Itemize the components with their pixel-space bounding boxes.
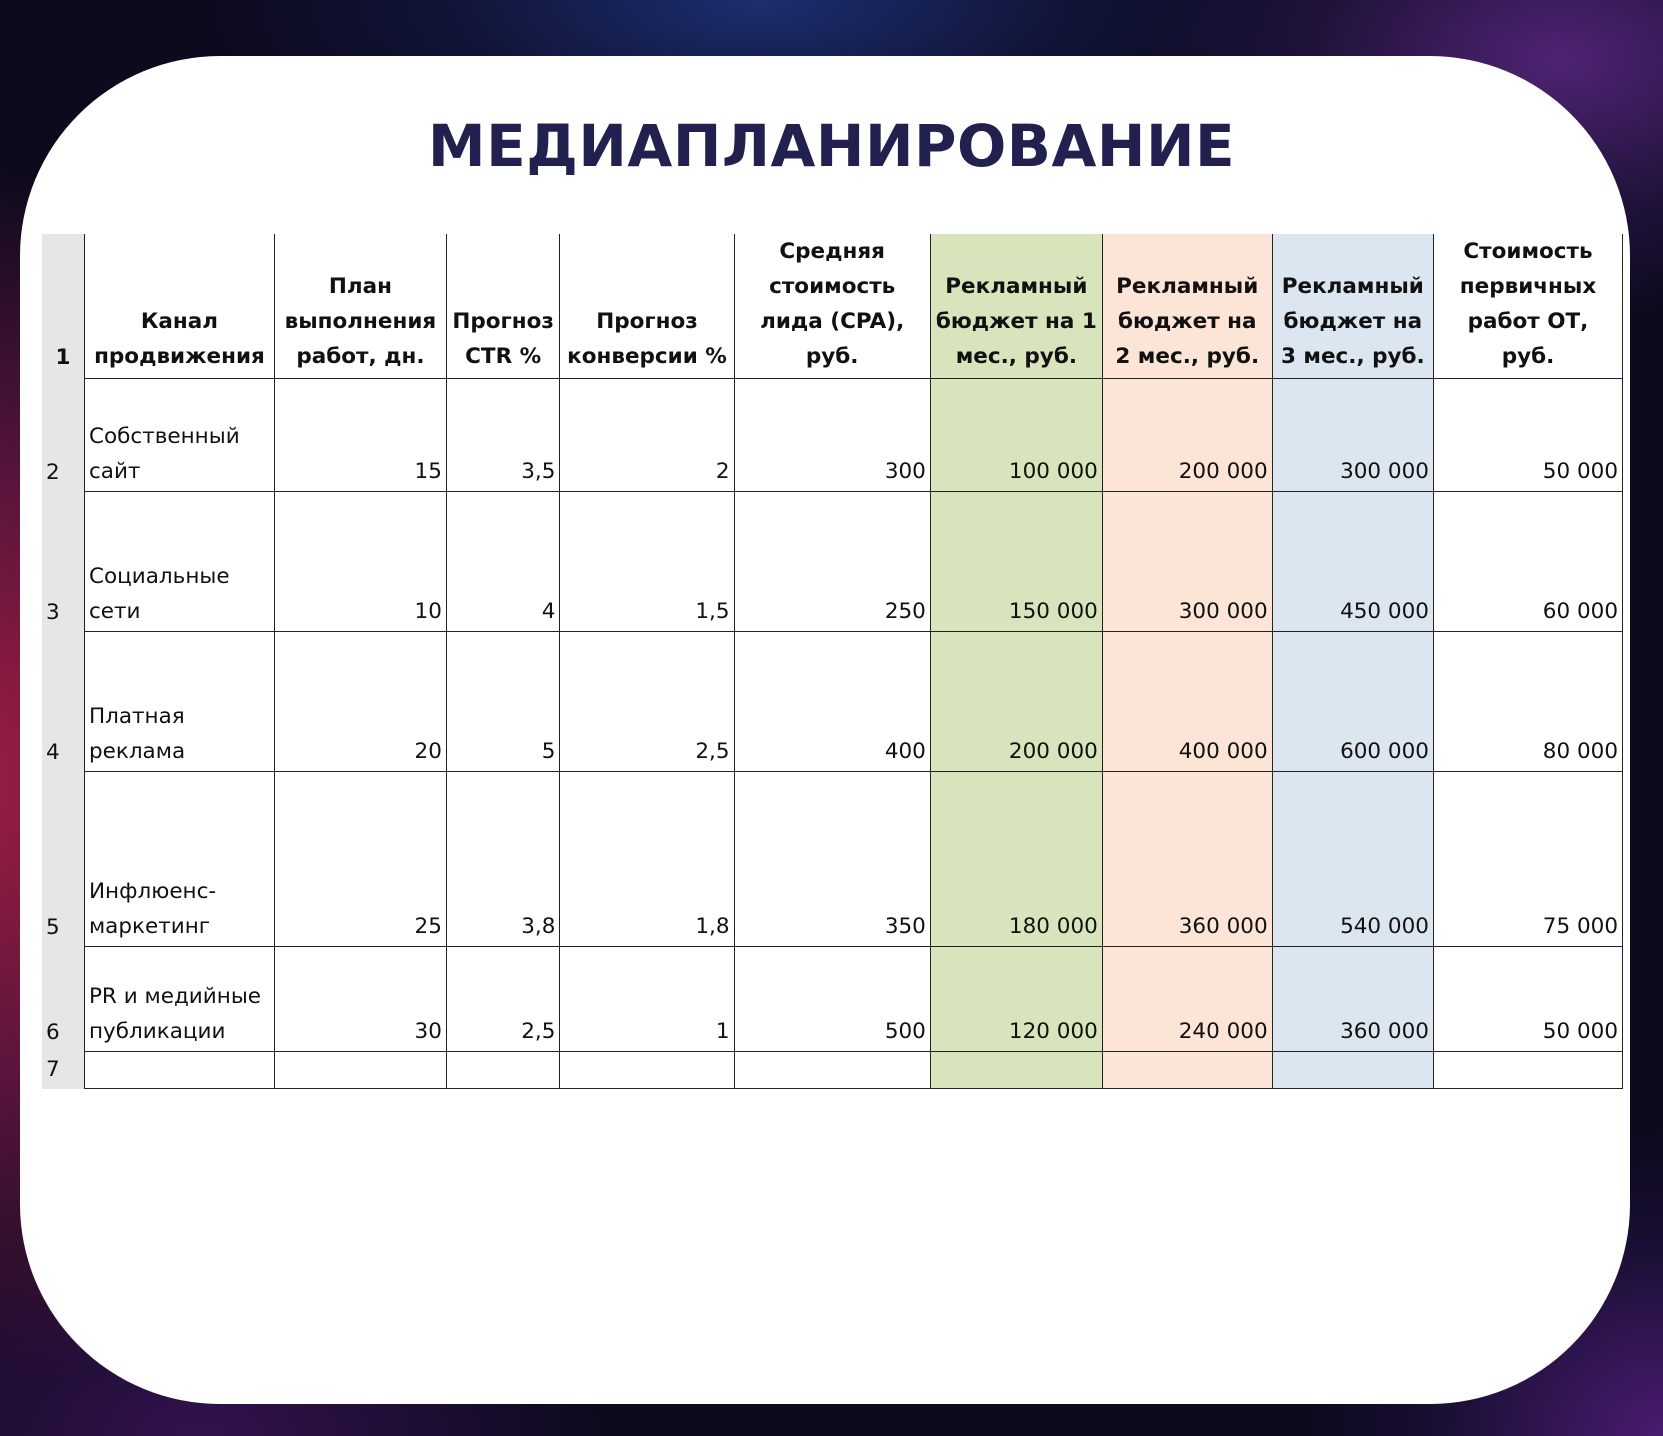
media-plan-table xyxy=(42,234,1623,1089)
initial-cost-cell: 80 000 xyxy=(1433,632,1622,772)
empty-cell xyxy=(84,1052,274,1089)
channel-cell: PR и медийные публикации xyxy=(84,947,274,1052)
ctr-cell: 5 xyxy=(446,632,560,772)
budget-2-cell: 300 000 xyxy=(1102,492,1272,632)
header-ctr: Прогноз CTR % xyxy=(446,234,560,379)
budget-1-cell: 100 000 xyxy=(930,379,1102,492)
days-cell: 30 xyxy=(274,947,446,1052)
ctr-cell: 3,8 xyxy=(446,772,560,947)
header-row xyxy=(42,234,1623,379)
channel-cell: Собственный сайт xyxy=(84,379,274,492)
table-row xyxy=(42,379,1623,492)
header-budget-1: Рекламный бюджет на 1 мес., руб. xyxy=(930,234,1102,379)
row-number: 3 xyxy=(42,492,84,632)
channel-cell: Платная реклама xyxy=(84,632,274,772)
budget-3-cell: 540 000 xyxy=(1272,772,1433,947)
conversion-cell: 2 xyxy=(560,379,734,492)
empty-cell xyxy=(274,1052,446,1089)
cpa-cell: 400 xyxy=(734,632,930,772)
table-row-empty xyxy=(42,1052,1623,1089)
conversion-cell: 1,8 xyxy=(560,772,734,947)
table-row xyxy=(42,772,1623,947)
table-row xyxy=(42,632,1623,772)
cpa-cell: 250 xyxy=(734,492,930,632)
table-row xyxy=(42,492,1623,632)
days-cell: 15 xyxy=(274,379,446,492)
initial-cost-cell: 50 000 xyxy=(1433,379,1622,492)
row-number: 2 xyxy=(42,379,84,492)
budget-3-cell: 600 000 xyxy=(1272,632,1433,772)
budget-1-cell: 200 000 xyxy=(930,632,1102,772)
initial-cost-cell: 75 000 xyxy=(1433,772,1622,947)
budget-2-cell: 200 000 xyxy=(1102,379,1272,492)
budget-3-cell: 450 000 xyxy=(1272,492,1433,632)
budget-1-cell: 180 000 xyxy=(930,772,1102,947)
empty-cell xyxy=(560,1052,734,1089)
conversion-cell: 1 xyxy=(560,947,734,1052)
ctr-cell: 4 xyxy=(446,492,560,632)
page-title: МЕДИАПЛАНИРОВАНИЕ xyxy=(427,112,1236,180)
days-cell: 10 xyxy=(274,492,446,632)
header-days: План выполнения работ, дн. xyxy=(274,234,446,379)
budget-3-cell: 360 000 xyxy=(1272,947,1433,1052)
budget-1-cell: 150 000 xyxy=(930,492,1102,632)
initial-cost-cell: 50 000 xyxy=(1433,947,1622,1052)
empty-cell xyxy=(1102,1052,1272,1089)
ctr-cell: 3,5 xyxy=(446,379,560,492)
header-cpa: Средняя стоимость лида (CPA), руб. xyxy=(734,234,930,379)
empty-cell xyxy=(446,1052,560,1089)
conversion-cell: 2,5 xyxy=(560,632,734,772)
row-number: 5 xyxy=(42,772,84,947)
header-channel: Канал продвижения xyxy=(84,234,274,379)
row-number: 1 xyxy=(42,234,84,379)
header-budget-2: Рекламный бюджет на 2 мес., руб. xyxy=(1102,234,1272,379)
channel-cell: Инфлюенс-маркетинг xyxy=(84,772,274,947)
budget-3-cell: 300 000 xyxy=(1272,379,1433,492)
cpa-cell: 300 xyxy=(734,379,930,492)
channel-cell: Социальные сети xyxy=(84,492,274,632)
empty-cell xyxy=(1272,1052,1433,1089)
header-initial-cost: Стоимость первичных работ ОТ, руб. xyxy=(1433,234,1622,379)
header-budget-3: Рекламный бюджет на 3 мес., руб. xyxy=(1272,234,1433,379)
budget-2-cell: 240 000 xyxy=(1102,947,1272,1052)
ctr-cell: 2,5 xyxy=(446,947,560,1052)
row-number: 7 xyxy=(42,1052,84,1089)
header-conversion: Прогноз конверсии % xyxy=(560,234,734,379)
days-cell: 25 xyxy=(274,772,446,947)
initial-cost-cell: 60 000 xyxy=(1433,492,1622,632)
empty-cell xyxy=(734,1052,930,1089)
table-row xyxy=(42,947,1623,1052)
budget-1-cell: 120 000 xyxy=(930,947,1102,1052)
row-number: 4 xyxy=(42,632,84,772)
empty-cell xyxy=(930,1052,1102,1089)
budget-2-cell: 400 000 xyxy=(1102,632,1272,772)
days-cell: 20 xyxy=(274,632,446,772)
budget-2-cell: 360 000 xyxy=(1102,772,1272,947)
cpa-cell: 500 xyxy=(734,947,930,1052)
row-number: 6 xyxy=(42,947,84,1052)
cpa-cell: 350 xyxy=(734,772,930,947)
empty-cell xyxy=(1433,1052,1622,1089)
conversion-cell: 1,5 xyxy=(560,492,734,632)
